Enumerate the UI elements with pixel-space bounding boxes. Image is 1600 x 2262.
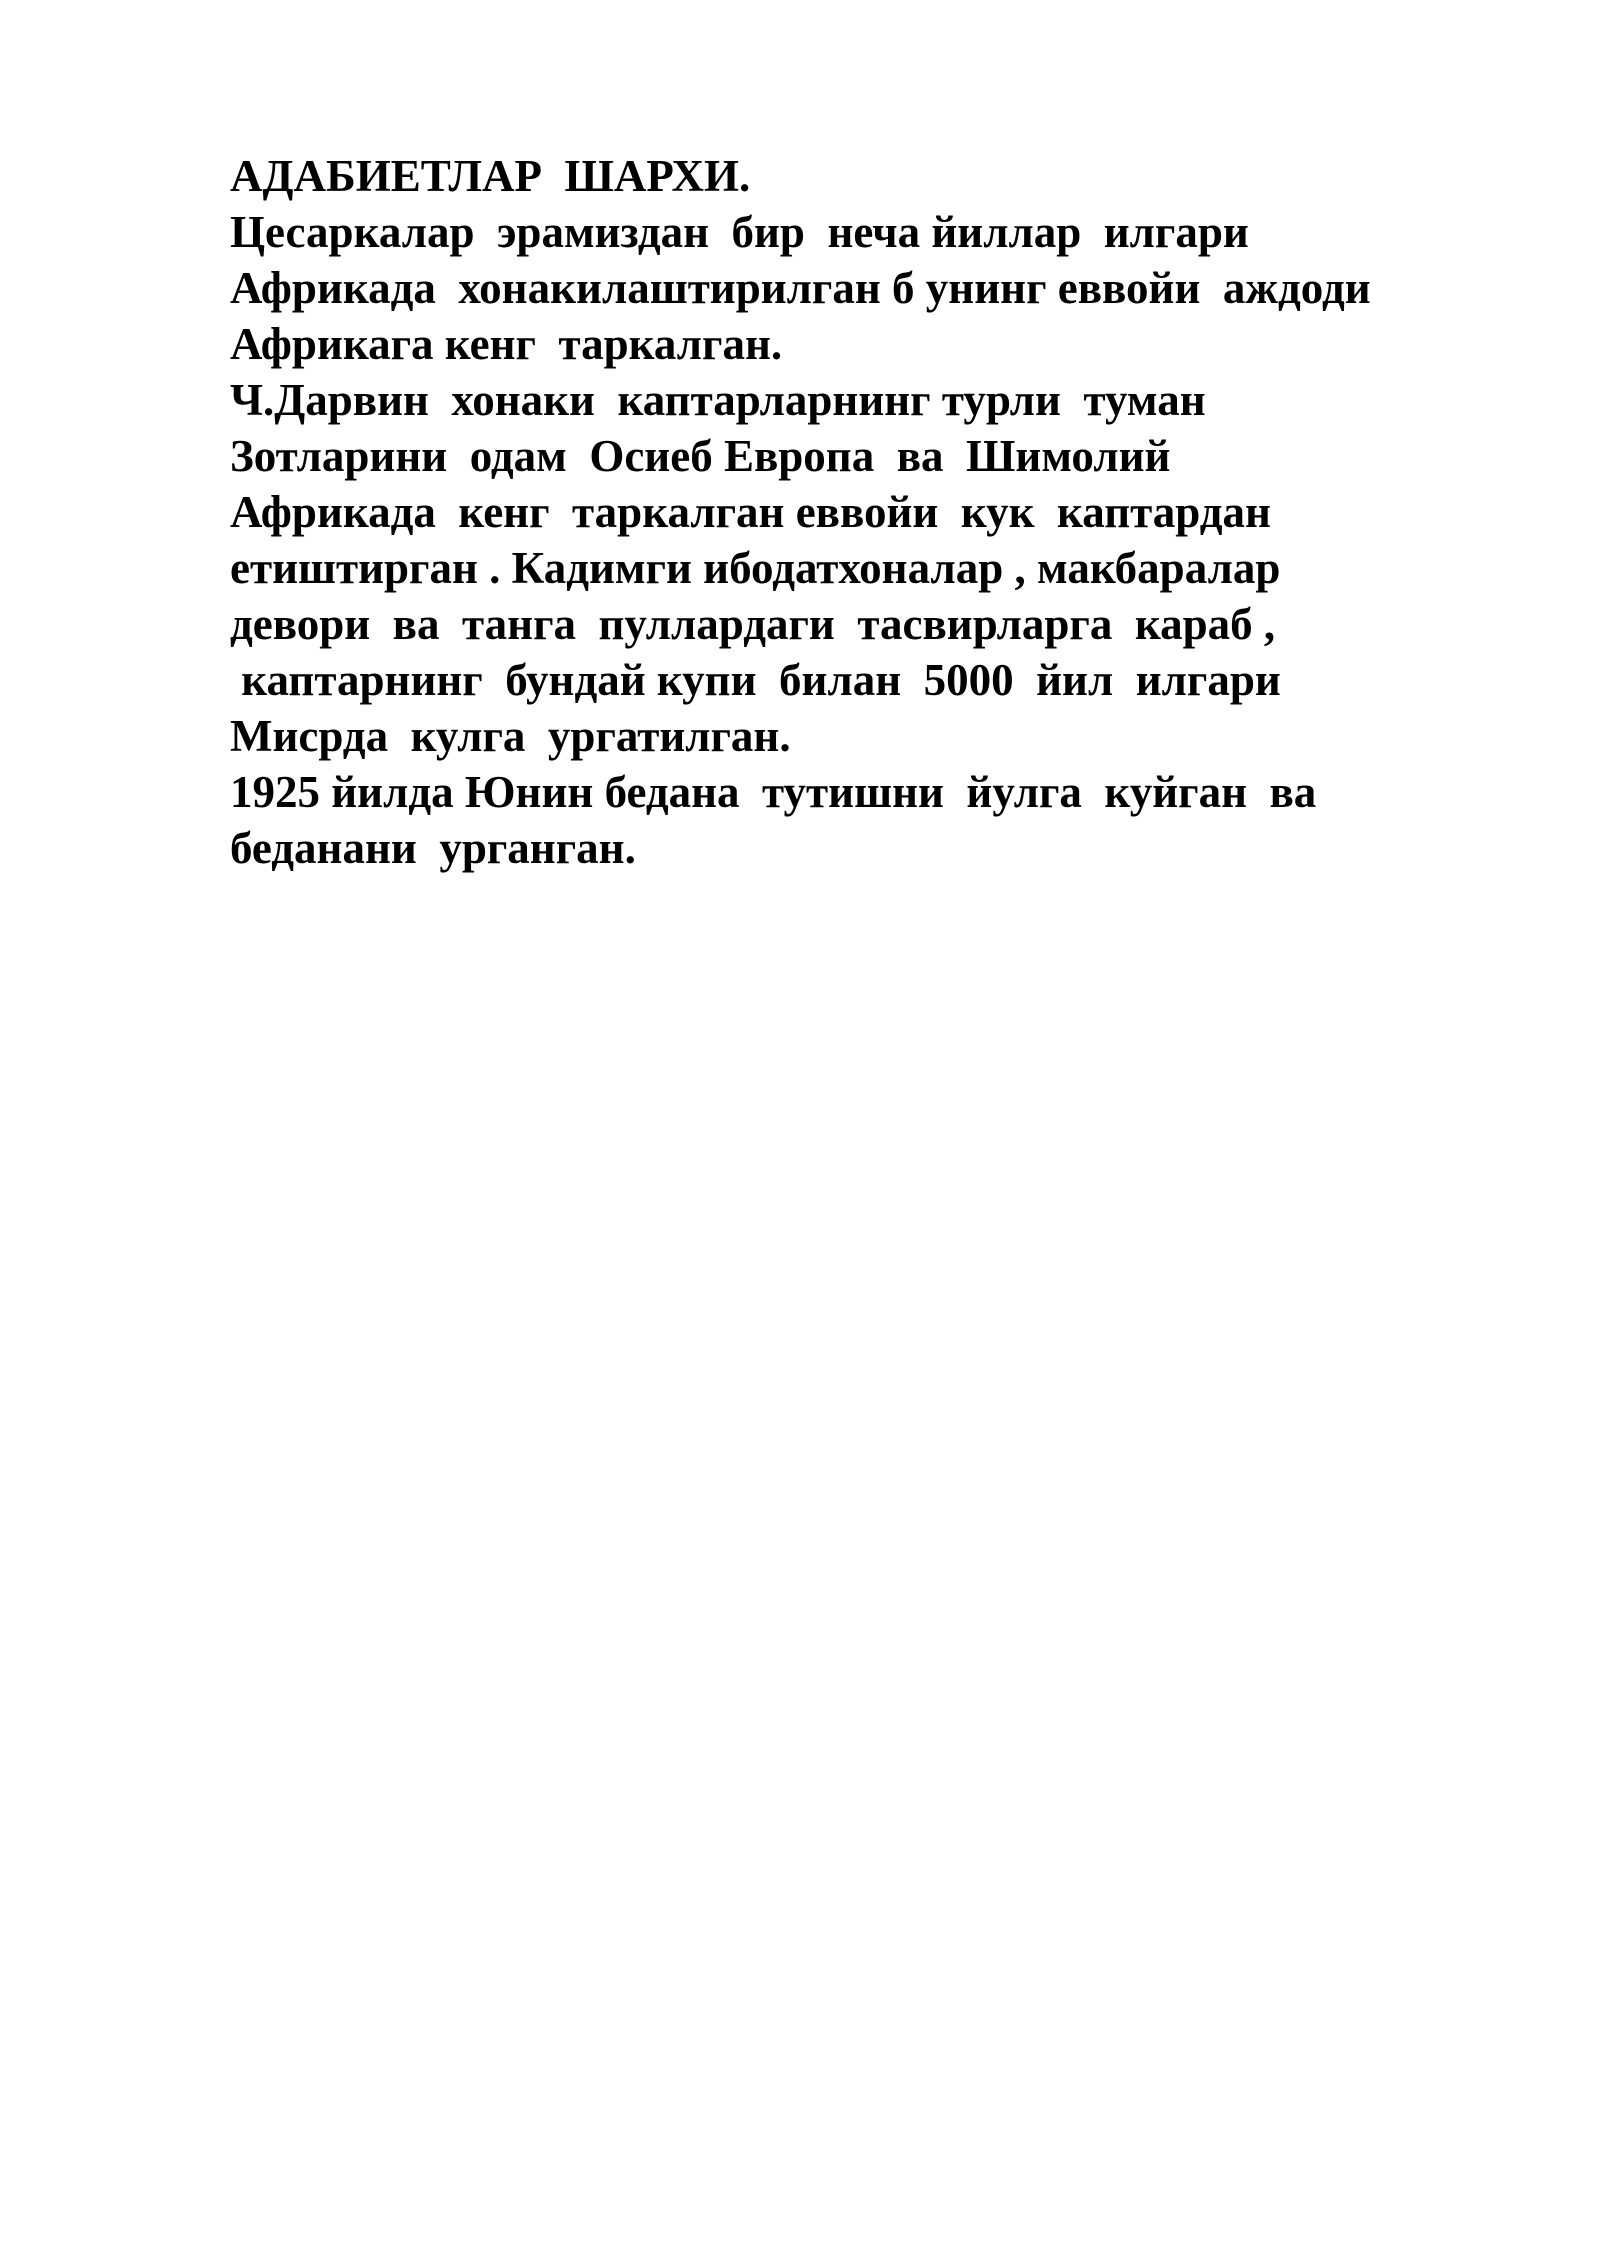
text-line: Африкага кенг таркалган. [230,319,783,369]
text-line: Мисрда кулга ургатилган. [230,711,791,761]
document-heading: АДАБИЕТЛАР ШАРХИ. [230,151,751,201]
text-line: каптарнинг бундай купи билан 5000 йил илгари [230,655,1281,705]
document-body [230,148,1530,876]
text-line: Африкада хонакилаштирилган б унинг еввойи аждоди [230,263,1371,313]
text-line: Зотларини одам Осиеб Европа ва Шимолий [230,431,1171,481]
text-line: 1925 йилда Юнин бедана тутишни йулга куйган ва [230,767,1317,817]
text-line: Цесаркалар эрамиздан бир неча йиллар илгари [230,207,1249,257]
text-line: девори ва танга пуллардаги тасвирларга караб , [230,599,1276,649]
text-line: етиштирган . Кадимги ибодатхоналар , макбаралар [230,543,1281,593]
text-line: беданани урганган. [230,823,636,873]
text-line: Африкада кенг таркалган еввойи кук каптардан [230,487,1271,537]
text-line: Ч.Дарвин хонаки каптарларнинг турли туман [230,375,1206,425]
